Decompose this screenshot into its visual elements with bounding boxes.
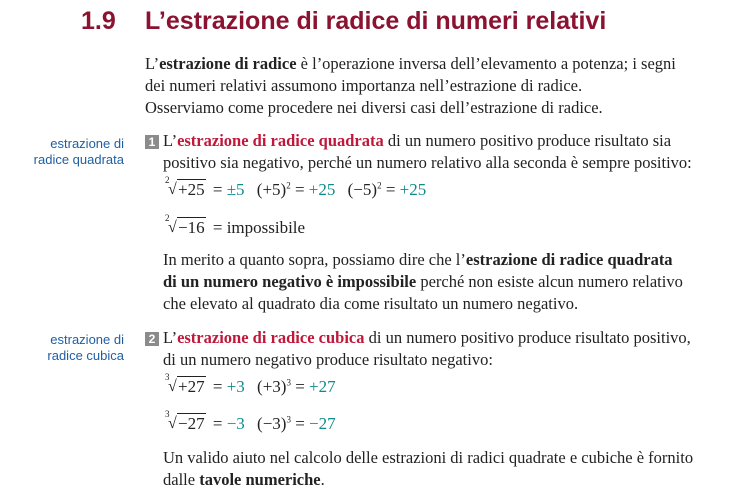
radical: [165, 409, 206, 434]
radical-index: 2: [165, 175, 170, 185]
section-title: L’estrazione di radice di numeri relativi: [145, 7, 607, 35]
radical-sign: √: [168, 219, 177, 236]
note-text: che elevato al quadrato dia come risultato un numero negativo.: [163, 294, 579, 313]
example-cube-root-positive: [165, 372, 336, 397]
result-text: impossibile: [226, 218, 306, 237]
rule-keyword: estrazione di radice quadrata: [177, 131, 384, 150]
equals-sign: =: [212, 377, 223, 396]
intro-text: Osserviamo come procedere nei diversi casi dell’estrazione di radice.: [145, 98, 603, 117]
example-square-root-negative: [165, 213, 306, 238]
margin-note-square-root: [10, 136, 124, 168]
radicand: +25: [178, 180, 205, 199]
intro-text: L’: [145, 54, 160, 73]
example-square-root-positive: [165, 175, 427, 200]
power-base: (−5): [347, 180, 378, 199]
intro-text: è l’operazione inversa dell’elevamento a potenza; i segni: [296, 54, 676, 73]
intro-text: dei numeri relativi assumono importanza nell’estrazione di radice.: [145, 76, 583, 95]
radical: [165, 175, 206, 200]
radicand: −16: [178, 218, 205, 237]
rule-text: di un numero positivo produce risultato positivo,: [364, 328, 691, 347]
rule-text: positivo sia negativo, perché un numero relativo alla seconda è sempre positivo:: [163, 153, 692, 172]
rule-text: di un numero negativo produce risultato negativo:: [163, 350, 493, 369]
radical-sign: √: [168, 378, 177, 395]
equals-sign: =: [212, 414, 223, 433]
note-text: Un valido aiuto nel calcolo delle estrazioni di radici quadrate e cubiche è fornito: [163, 448, 694, 467]
equals-sign: =: [295, 377, 305, 396]
result-value: +25: [308, 180, 336, 199]
intro-keyword: estrazione di radice: [159, 54, 297, 73]
example-cube-root-negative: [165, 409, 336, 434]
note-text: .: [320, 470, 325, 489]
power-exponent: 2: [286, 180, 291, 191]
rule-keyword: estrazione di radice cubica: [177, 328, 365, 347]
note-text: perché non esiste alcun numero relativo: [416, 272, 683, 291]
rule1-note: [163, 249, 683, 315]
section-number: 1.9: [81, 7, 116, 35]
radicand: −27: [178, 414, 205, 433]
equals-sign: =: [212, 218, 223, 237]
power-base: (+5): [256, 180, 287, 199]
radical: [165, 213, 206, 238]
note-keyword: tavole numeriche: [199, 470, 321, 489]
result-value: +3: [226, 377, 245, 396]
rule2-note: [163, 447, 693, 491]
power-exponent: 2: [377, 180, 382, 191]
note-text: dalle: [163, 470, 200, 489]
radical-index: 3: [165, 372, 170, 382]
radical-sign: √: [168, 181, 177, 198]
margin-note-line: radice cubica: [47, 348, 124, 363]
margin-note-line: radice quadrata: [33, 152, 124, 167]
rule-text: L’: [163, 328, 178, 347]
rule-text: L’: [163, 131, 178, 150]
rule-number-badge: 1: [145, 135, 159, 149]
equals-sign: =: [295, 414, 305, 433]
radicand: +27: [178, 377, 205, 396]
equals-sign: =: [294, 180, 305, 199]
rule1-statement: [163, 130, 692, 174]
rule-number-badge: 2: [145, 332, 159, 346]
margin-note-cube-root: [10, 332, 124, 364]
result-value: ±5: [226, 180, 245, 199]
power-base: (−3): [257, 414, 287, 433]
radical-sign: √: [168, 415, 177, 432]
equals-sign: =: [385, 180, 396, 199]
power-exponent: 3: [286, 377, 291, 388]
result-value: +27: [309, 377, 336, 396]
power-base: (+3): [257, 377, 287, 396]
result-value: −27: [309, 414, 336, 433]
note-keyword: estrazione di radice quadrata: [465, 250, 673, 269]
intro-paragraph: [145, 53, 676, 119]
rule-text: di un numero positivo produce risultato sia: [383, 131, 672, 150]
result-value: −3: [226, 414, 245, 433]
radical-index: 3: [165, 409, 170, 419]
power-exponent: 3: [286, 414, 291, 425]
equals-sign: =: [212, 180, 223, 199]
note-keyword: di un numero negativo è impossibile: [163, 272, 417, 291]
note-text: In merito a quanto sopra, possiamo dire che l’: [163, 250, 466, 269]
rule2-statement: [163, 327, 691, 371]
margin-note-line: estrazione di: [50, 136, 124, 151]
radical: [165, 372, 206, 397]
margin-note-line: estrazione di: [50, 332, 124, 347]
result-value: +25: [399, 180, 427, 199]
radical-index: 2: [165, 213, 170, 223]
